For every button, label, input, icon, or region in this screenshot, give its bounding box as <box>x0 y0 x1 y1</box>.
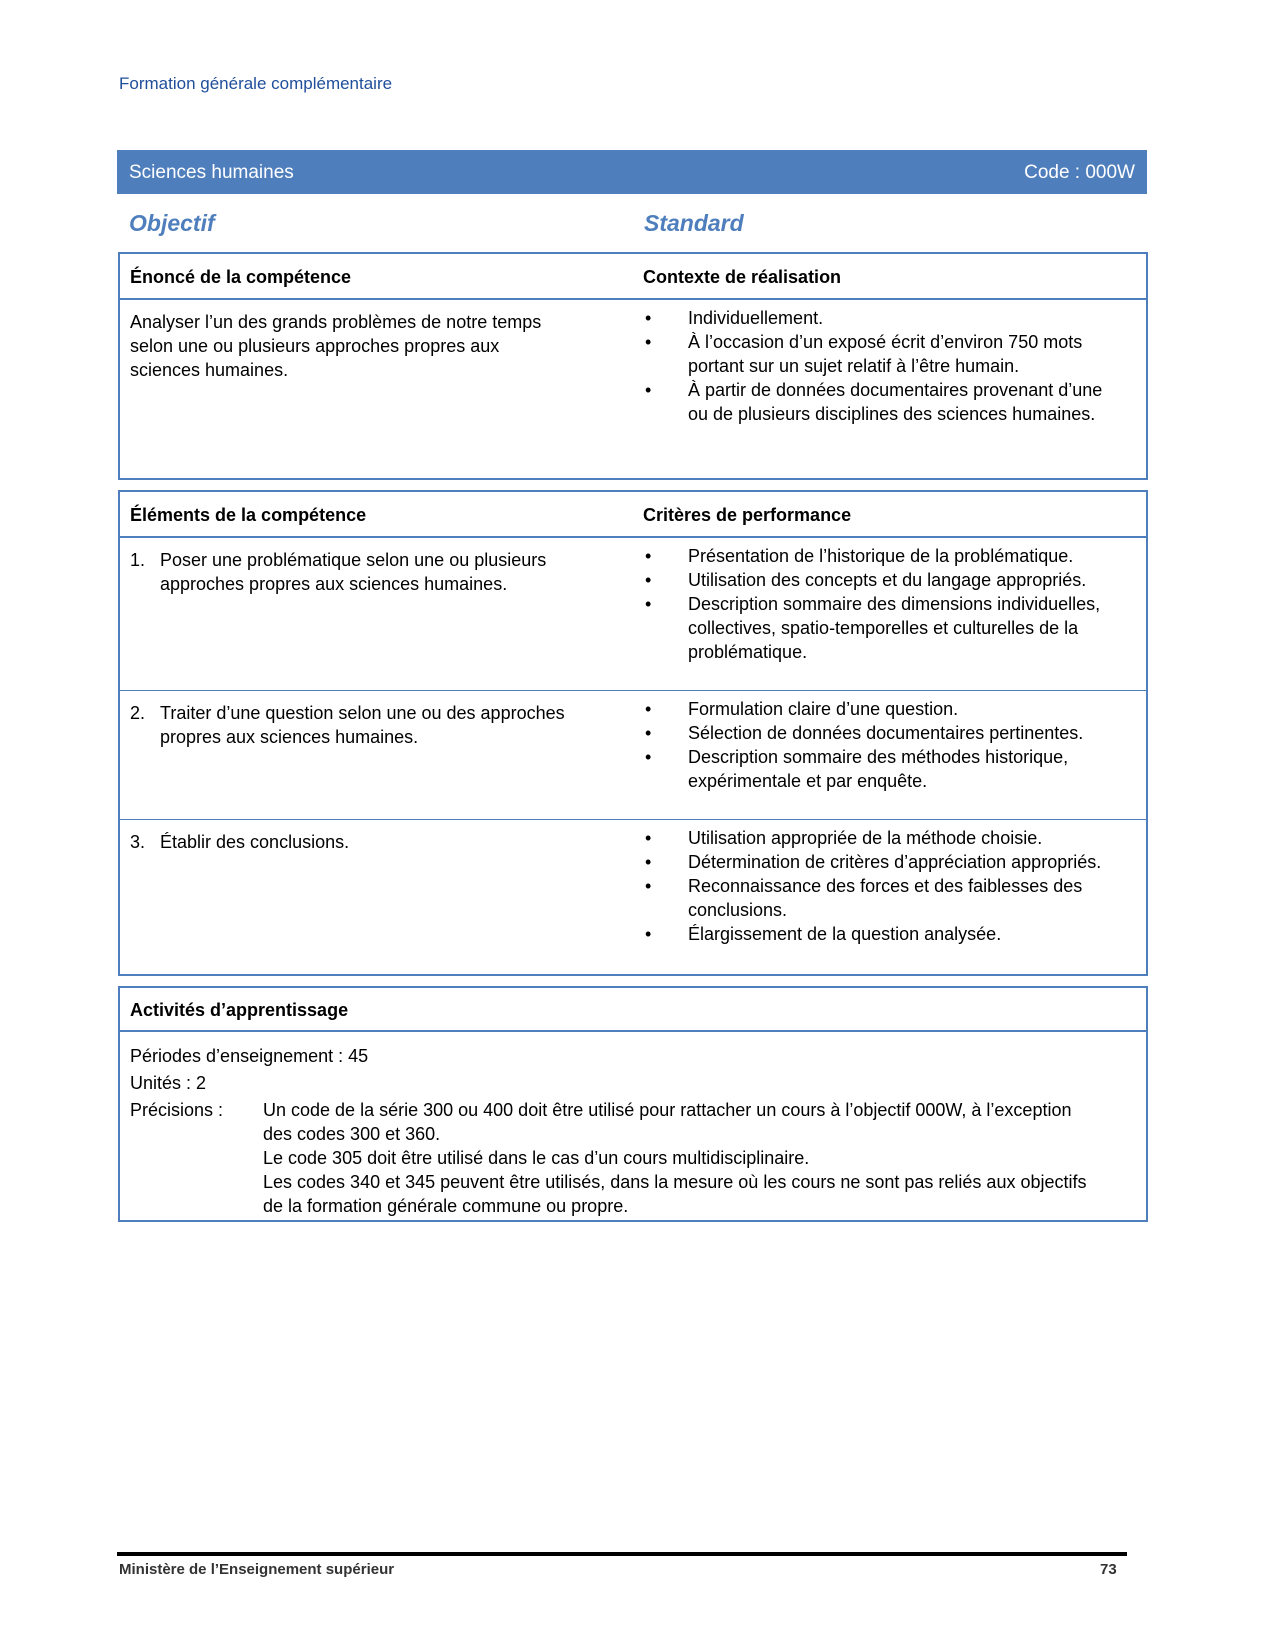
element-row <box>120 538 1146 690</box>
list-item: • Présentation de l’historique de la problématique. <box>645 546 1074 566</box>
criteria-list <box>643 826 1123 946</box>
bullet-icon: • <box>645 594 652 614</box>
teaching-periods: Périodes d’enseignement : 45 <box>130 1046 369 1066</box>
objective-label: Objectif <box>129 210 215 236</box>
list-item: • À partir de données documentaires provenant d’une ou de plusieurs disciplines des sciences humaines. <box>645 380 1103 424</box>
element-text: Établir des conclusions. <box>160 832 350 852</box>
criteria-list <box>643 697 1123 793</box>
footer-ministry: Ministère de l’Enseignement supérieur <box>119 1561 395 1578</box>
element-number: 2. <box>130 703 146 723</box>
bullet-icon: • <box>645 380 652 400</box>
competence-box <box>118 252 1148 480</box>
criteria-heading: Critères de performance <box>643 505 852 525</box>
activities-header <box>120 988 1146 1032</box>
bullet-icon: • <box>645 570 652 590</box>
list-item: • Description sommaire des méthodes historique, expérimentale et par enquête. <box>645 747 1069 791</box>
criteria-list <box>643 544 1123 664</box>
footer-rule <box>117 1552 1127 1556</box>
precisions-text <box>263 1098 1103 1218</box>
context-list <box>643 306 1123 426</box>
objective-code: Code : 000W <box>1024 162 1135 183</box>
list-item: • Élargissement de la question analysée. <box>645 924 1002 944</box>
competence-row <box>120 300 1146 476</box>
page-number: 73 <box>1100 1561 1117 1578</box>
list-item: • Reconnaissance des forces et des faiblesses des conclusions. <box>645 876 1083 920</box>
element-number: 3. <box>130 832 146 852</box>
list-item: • Utilisation appropriée de la méthode choisie. <box>645 828 1043 848</box>
elements-header <box>120 492 1146 538</box>
competence-header <box>120 254 1146 300</box>
activities-box <box>118 986 1148 1222</box>
statement-heading: Énoncé de la compétence <box>130 267 352 287</box>
bullet-icon: • <box>645 699 652 719</box>
element-row <box>120 690 1146 819</box>
subject-title: Sciences humaines <box>129 162 294 183</box>
element-text: Traiter d’une question selon une ou des approches propres aux sciences humaines. <box>160 703 565 747</box>
bullet-icon: • <box>645 876 652 896</box>
element-row <box>120 819 1146 970</box>
bullet-icon: • <box>645 332 652 352</box>
units: Unités : 2 <box>130 1073 207 1093</box>
bullet-icon: • <box>645 924 652 944</box>
activities-heading: Activités d’apprentissage <box>130 1000 349 1020</box>
list-item: • Sélection de données documentaires pertinentes. <box>645 723 1084 743</box>
list-item: • Formulation claire d’une question. <box>645 699 959 719</box>
elements-heading: Éléments de la compétence <box>130 505 367 525</box>
precision-item: Un code de la série 300 ou 400 doit être utilisé pour rattacher un cours à l’objectif 000W, à l’exception des codes 300 et 360. <box>263 1100 1072 1144</box>
list-item: • Détermination de critères d’appréciation appropriés. <box>645 852 1102 872</box>
precision-item: Les codes 340 et 345 peuvent être utilisés, dans la mesure où les cours ne sont pas reliés aux objectifs de la formation générale commune ou propre. <box>263 1172 1087 1216</box>
list-item: • Description sommaire des dimensions individuelles, collectives, spatio-temporelles et culturelles de la problématique. <box>645 594 1101 662</box>
standard-label: Standard <box>644 210 744 236</box>
precisions-label: Précisions : <box>130 1100 224 1120</box>
elements-box <box>118 490 1148 976</box>
precision-item: Le code 305 doit être utilisé dans le cas d’un cours multidisciplinaire. <box>263 1148 810 1168</box>
bullet-icon: • <box>645 546 652 566</box>
context-heading: Contexte de réalisation <box>643 267 842 287</box>
competence-statement: Analyser l’un des grands problèmes de notre temps selon une ou plusieurs approches propres aux sciences humaines. <box>130 312 542 380</box>
bullet-icon: • <box>645 828 652 848</box>
bullet-icon: • <box>645 747 652 767</box>
bullet-icon: • <box>645 308 652 328</box>
list-item: • Individuellement. <box>645 308 824 328</box>
running-header: Formation générale complémentaire <box>119 74 393 93</box>
list-item: • À l’occasion d’un exposé écrit d’environ 750 mots portant sur un sujet relatif à l’être humain. <box>645 332 1083 376</box>
bullet-icon: • <box>645 852 652 872</box>
subject-banner <box>117 150 1147 194</box>
list-item: • Utilisation des concepts et du langage appropriés. <box>645 570 1087 590</box>
element-number: 1. <box>130 550 146 570</box>
element-text: Poser une problématique selon une ou plusieurs approches propres aux sciences humaines. <box>160 550 547 594</box>
bullet-icon: • <box>645 723 652 743</box>
